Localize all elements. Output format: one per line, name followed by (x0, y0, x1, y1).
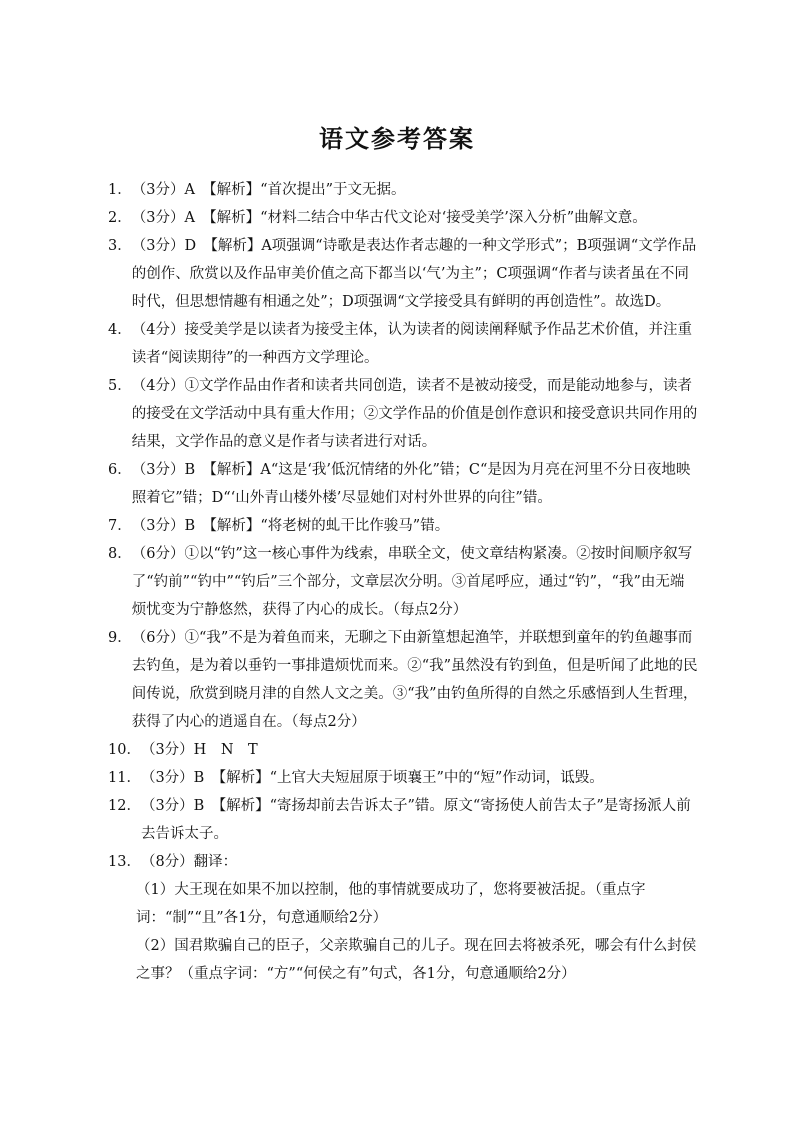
item-text: （3分）B 【解析】“将老树的虬干比作骏马”错。 (131, 518, 450, 534)
translation-item: （1）大王现在如果不加以控制，他的事情就要成功了，您将要被活捉。（重点字词：“制”“且”各1分，句意通顺给2分） (136, 882, 646, 926)
item-number: 11． (108, 770, 141, 786)
item-text: （3分）D 【解析】A项强调“诗歌是表达作者志趣的一种文学形式”；B项强调“文学作品的创作、欣赏以及作品审美价值之高下都当以‘气’为主”；C项强调“作者与读者虽在不同时代，但思想情趣有相通之处”；D项强调“文学接受具有鲜明的再创造性”。故选D。 (131, 238, 697, 310)
item-number: 6． (108, 462, 132, 478)
item-number: 13． (108, 854, 141, 870)
answer-item (108, 176, 698, 204)
answer-item (108, 512, 698, 540)
answer-item (108, 456, 698, 512)
item-text: （3分）B 【解析】“上官大夫短屈原于顷襄王”中的“短”作动词，诋毁。 (140, 770, 604, 786)
item-text: （3分）H N T (140, 742, 258, 758)
answer-item (108, 764, 698, 792)
item-number: 4． (108, 322, 132, 338)
answer-item (108, 540, 698, 624)
item-text: （4分）接受美学是以读者为接受主体，认为读者的阅读阐释赋予作品艺术价值，并注重读者“阅读期待”的一种西方文学理论。 (131, 322, 692, 366)
answer-item (108, 792, 698, 848)
translation-item: （2）国君欺骗自己的臣子，父亲欺骗自己的儿子。现在回去将被杀死，哪会有什么封侯之事？（重点字词：“方”“何侯之有”句式，各1分，句意通顺给2分） (136, 938, 697, 982)
item-text: （4分）①文学作品由作者和读者共同创造，读者不是被动接受，而是能动地参与，读者的接受在文学活动中具有重大作用；②文学作品的价值是创作意识和接受意识共同作用的结果，文学作品的意义是作者与读者进行对话。 (131, 378, 698, 450)
answer-item (108, 316, 698, 372)
item-text: （8分）翻译： (140, 854, 238, 870)
answer-item (108, 624, 698, 736)
answer-list (108, 176, 698, 988)
item-text: （6分）①以“钓”这一核心事件为线索，串联全文，使文章结构紧凑。②按时间顺序叙写了“钓前”“钓中”“钓后”三个部分，文章层次分明。③首尾呼应，通过“钓”，“我”由无端烦忧变为宁静悠然，获得了内心的成长。（每点2分） (131, 546, 693, 618)
item-number: 10． (108, 742, 141, 758)
item-text: （3分）A 【解析】“材料二结合中华古代文论对‘接受美学’深入分析”曲解文意。 (131, 210, 647, 226)
item-number: 9． (108, 630, 132, 646)
item-text: （3分）A 【解析】“首次提出”于文无据。 (131, 182, 406, 198)
translation-list (108, 876, 698, 988)
item-number: 8． (108, 546, 132, 562)
answer-item (108, 736, 698, 764)
answer-item (108, 232, 698, 316)
item-text: （6分）①“我”不是为着鱼而来，无聊之下由新篁想起渔竿，并联想到童年的钓鱼趣事而去钓鱼，是为着以垂钓一事排遣烦忧而来。②“我”虽然没有钓到鱼，但是听闻了此地的民间传说，欣赏到晓月津的自然人文之美。③“我”由钓鱼所得的自然之乐感悟到人生哲理，获得了内心的逍遥自在。（每点2分） (131, 630, 698, 730)
answer-item (108, 848, 698, 876)
item-number: 5． (108, 378, 132, 394)
answer-item (108, 372, 698, 456)
item-number: 2． (108, 210, 132, 226)
item-number: 7． (108, 518, 132, 534)
answer-item (108, 204, 698, 232)
page-title: 语文参考答案 (319, 125, 475, 153)
item-text: （3分）B 【解析】“寄扬却前去告诉太子”错。原文“寄扬使人前告太子”是寄扬派人前去告诉太子。 (140, 798, 691, 842)
item-number: 12． (108, 798, 141, 814)
item-number: 3． (108, 238, 132, 254)
item-text: （3分）B 【解析】A“这是‘我’低沉情绪的外化”错；C“是因为月亮在河里不分日夜地映照着它”错；D“‘山外青山楼外楼’尽显她们对村外世界的向往”错。 (131, 462, 691, 506)
item-number: 1． (108, 182, 132, 198)
